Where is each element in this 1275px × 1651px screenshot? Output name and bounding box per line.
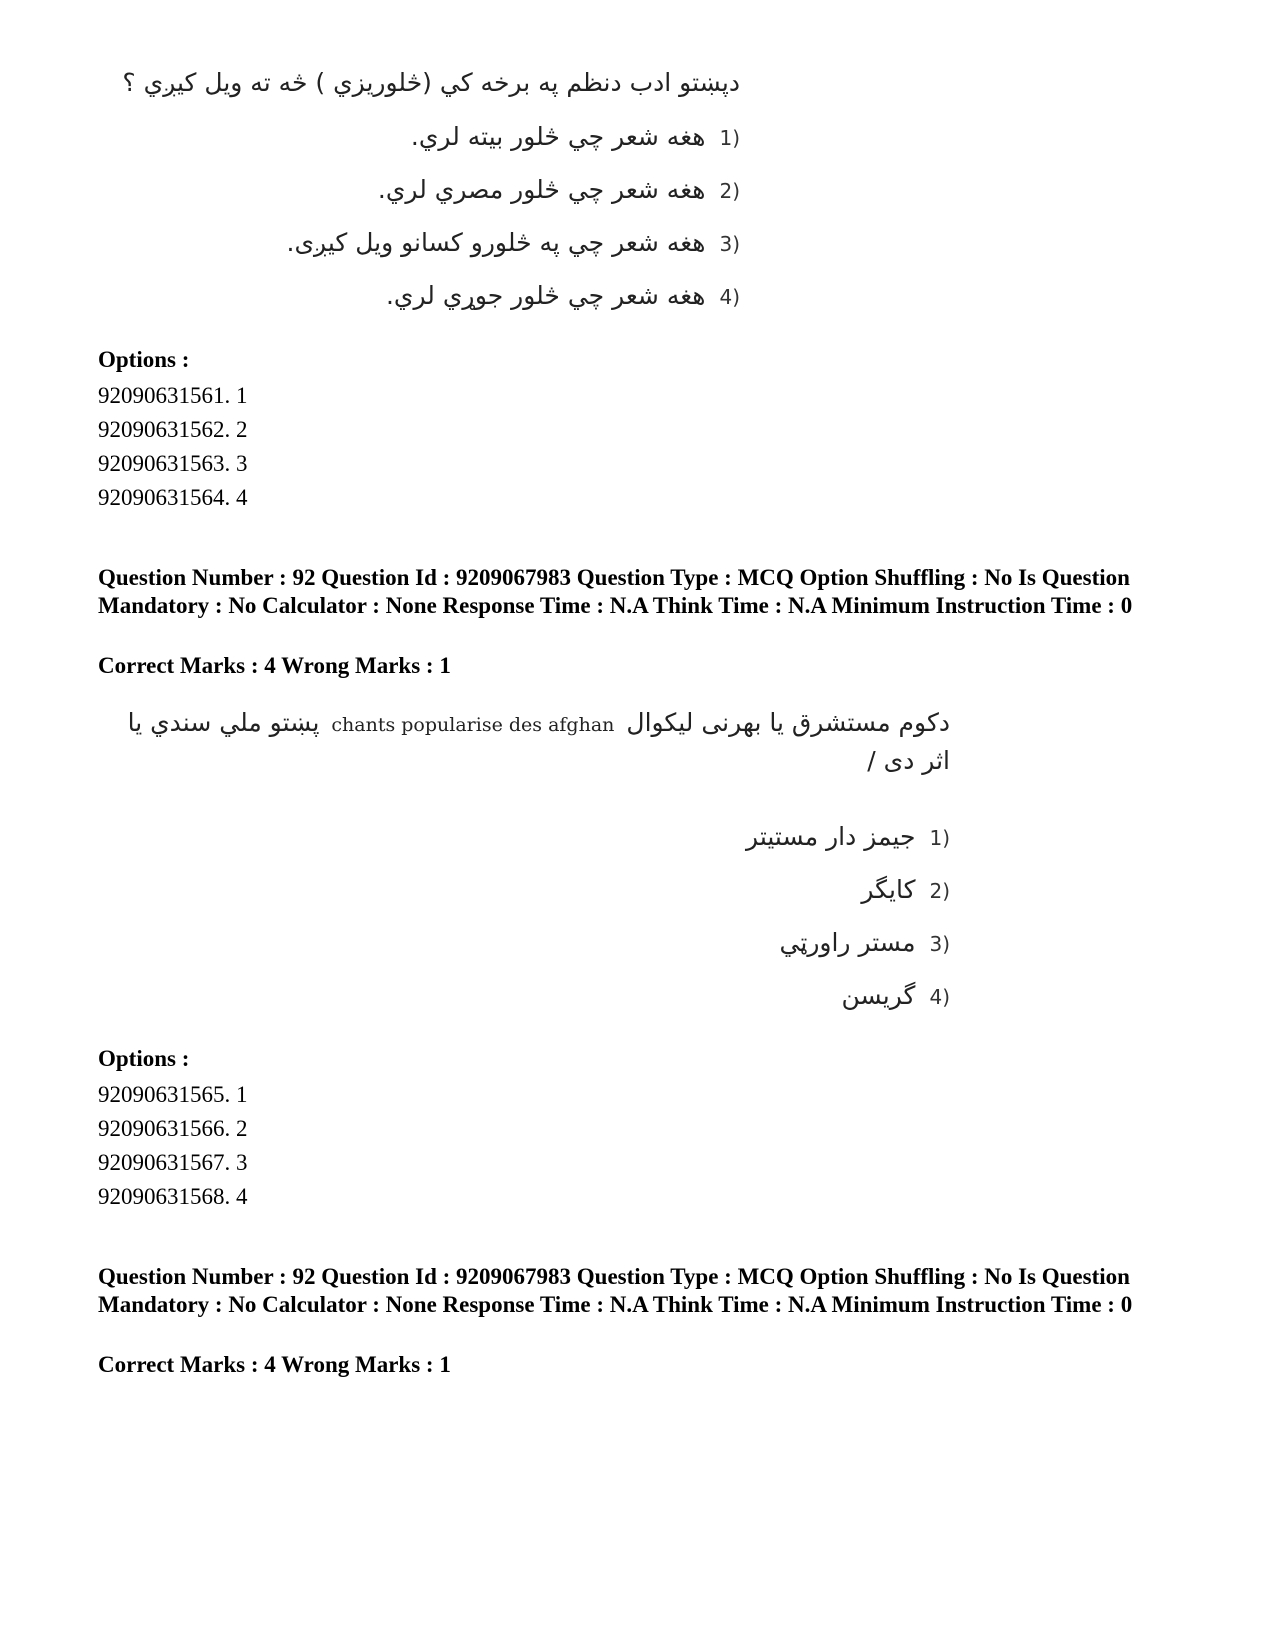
- choice-text: جيمز دار مستيتر: [746, 822, 916, 851]
- question-choice: [378, 175, 740, 204]
- question-stem-part: دکوم مستشرق يا بهرنی ليکوال: [626, 708, 950, 737]
- question-choice: [411, 122, 740, 151]
- choice-text: هغه شعر چي په څلورو کسانو ويل کيږی.: [286, 228, 706, 257]
- choice-text: هغه شعر چي څلور مصري لري.: [377, 175, 706, 204]
- question-stem: [128, 708, 950, 737]
- question-choice: [841, 981, 950, 1010]
- option-item: 92090631566. 2: [98, 1116, 248, 1141]
- choice-number: 4): [929, 985, 950, 1009]
- choice-text: گريسن: [841, 981, 916, 1010]
- choice-number: 2): [929, 879, 950, 903]
- options-label: Options :: [98, 1046, 190, 1071]
- question-stem-part: پښتو ملي سندي يا: [127, 708, 320, 737]
- question-choice: [746, 822, 950, 851]
- option-item: 92090631564. 4: [98, 485, 248, 510]
- choice-number: 3): [719, 232, 740, 256]
- question-stem: دپښتو ادب دنظم په برخه کي (څلوريزي ) څه ته ويل کيږي ؟: [122, 68, 740, 97]
- choice-number: 4): [719, 285, 740, 309]
- option-item: 92090631563. 3: [98, 451, 248, 476]
- question-marks: Correct Marks : 4 Wrong Marks : 1: [98, 1352, 451, 1377]
- question-stem-latin: chants popularise des afghan: [331, 714, 615, 736]
- question-stem-line: اثر دی /: [867, 746, 950, 775]
- question-image-1: [100, 60, 740, 330]
- choice-number: 2): [719, 179, 740, 203]
- options-list: [98, 379, 248, 515]
- question-choice: [287, 228, 740, 257]
- question-choice: [386, 281, 740, 310]
- options-label: Options :: [98, 347, 190, 372]
- option-item: 92090631568. 4: [98, 1184, 248, 1209]
- question-image-2: [110, 700, 950, 1020]
- option-item: 92090631567. 3: [98, 1150, 248, 1175]
- options-list: [98, 1078, 248, 1214]
- question-meta: Question Number : 92 Question Id : 9209067983 Question Type : MCQ Option Shuffling : No Is Question Mandatory : No Calculator : None Response Time : N.A Think Time : N.A Minimum Instruction Time : 0: [98, 1264, 1133, 1317]
- choice-number: 1): [719, 126, 740, 150]
- option-item: 92090631562. 2: [98, 417, 248, 442]
- question-choice: [780, 928, 950, 957]
- option-item: 92090631561. 1: [98, 383, 248, 408]
- choice-number: 1): [929, 826, 950, 850]
- choice-number: 3): [929, 932, 950, 956]
- choice-text: مستر راورټي: [779, 928, 916, 957]
- option-item: 92090631565. 1: [98, 1082, 248, 1107]
- choice-text: هغه شعر چي څلور بيته لري.: [410, 122, 706, 151]
- choice-text: کايگر: [861, 875, 916, 904]
- question-meta: Question Number : 92 Question Id : 9209067983 Question Type : MCQ Option Shuffling : No Is Question Mandatory : No Calculator : None Response Time : N.A Think Time : N.A Minimum Instruction Time : 0: [98, 565, 1133, 618]
- question-marks: Correct Marks : 4 Wrong Marks : 1: [98, 653, 451, 678]
- question-choice: [861, 875, 950, 904]
- choice-text: هغه شعر چي څلور جوړي لري.: [385, 281, 706, 310]
